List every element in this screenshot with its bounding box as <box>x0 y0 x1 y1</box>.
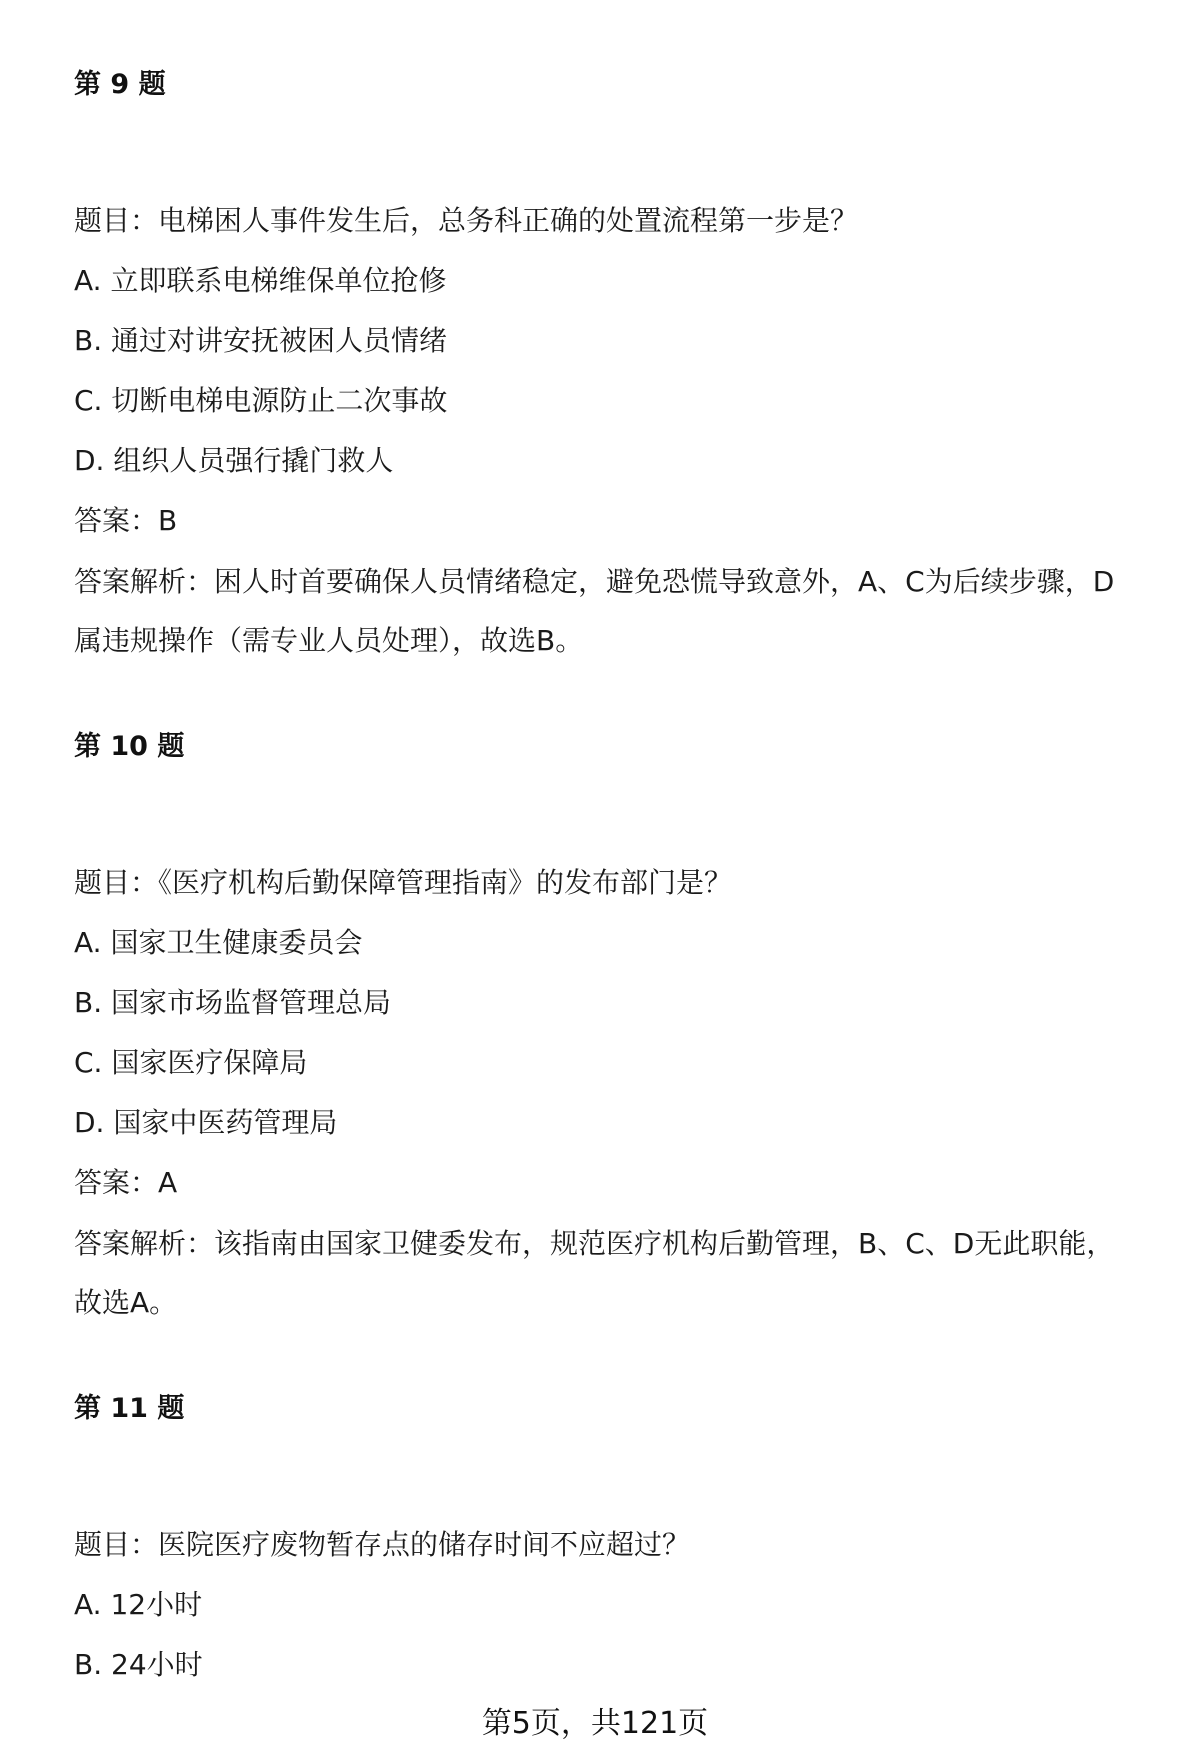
question-stem: 题目：医院医疗废物暂存点的储存时间不应超过？ <box>74 1528 691 1561</box>
option-c: C. 切断电梯电源防止二次事故 <box>74 384 448 417</box>
question-stem: 题目：电梯困人事件发生后，总务科正确的处置流程第一步是？ <box>74 204 859 237</box>
option-d: D. 国家中医药管理局 <box>74 1106 338 1139</box>
question-title: 第 11 题 <box>74 1393 185 1424</box>
question-10 <box>74 730 1134 1332</box>
answer: 答案：B <box>74 504 178 537</box>
page-number: 第5页，共121页 <box>481 1706 709 1741</box>
option-b: B. 24小时 <box>74 1648 203 1681</box>
option-b: B. 通过对讲安抚被困人员情绪 <box>74 324 448 357</box>
question-title: 第 10 题 <box>74 731 185 762</box>
question-9 <box>74 68 1134 670</box>
option-b: B. 国家市场监督管理总局 <box>74 986 392 1019</box>
option-a: A. 立即联系电梯维保单位抢修 <box>74 264 447 297</box>
option-a: A. 12小时 <box>74 1588 203 1621</box>
answer-analysis: 答案解析：困人时首要确保人员情绪稳定，避免恐慌导致意外，A、C为后续步骤，D属违规操作（需专业人员处理），故选B。 <box>74 565 1115 657</box>
question-stem: 题目：《医疗机构后勤保障管理指南》的发布部门是？ <box>74 866 733 899</box>
option-a: A. 国家卫生健康委员会 <box>74 926 363 959</box>
option-c: C. 国家医疗保障局 <box>74 1046 308 1079</box>
question-11 <box>74 1392 1134 1682</box>
answer-analysis: 答案解析：该指南由国家卫健委发布，规范医疗机构后勤管理，B、C、D无此职能，故选A。 <box>74 1227 1115 1319</box>
option-d: D. 组织人员强行撬门救人 <box>74 444 394 477</box>
question-title: 第 9 题 <box>74 69 166 100</box>
answer: 答案：A <box>74 1166 178 1199</box>
